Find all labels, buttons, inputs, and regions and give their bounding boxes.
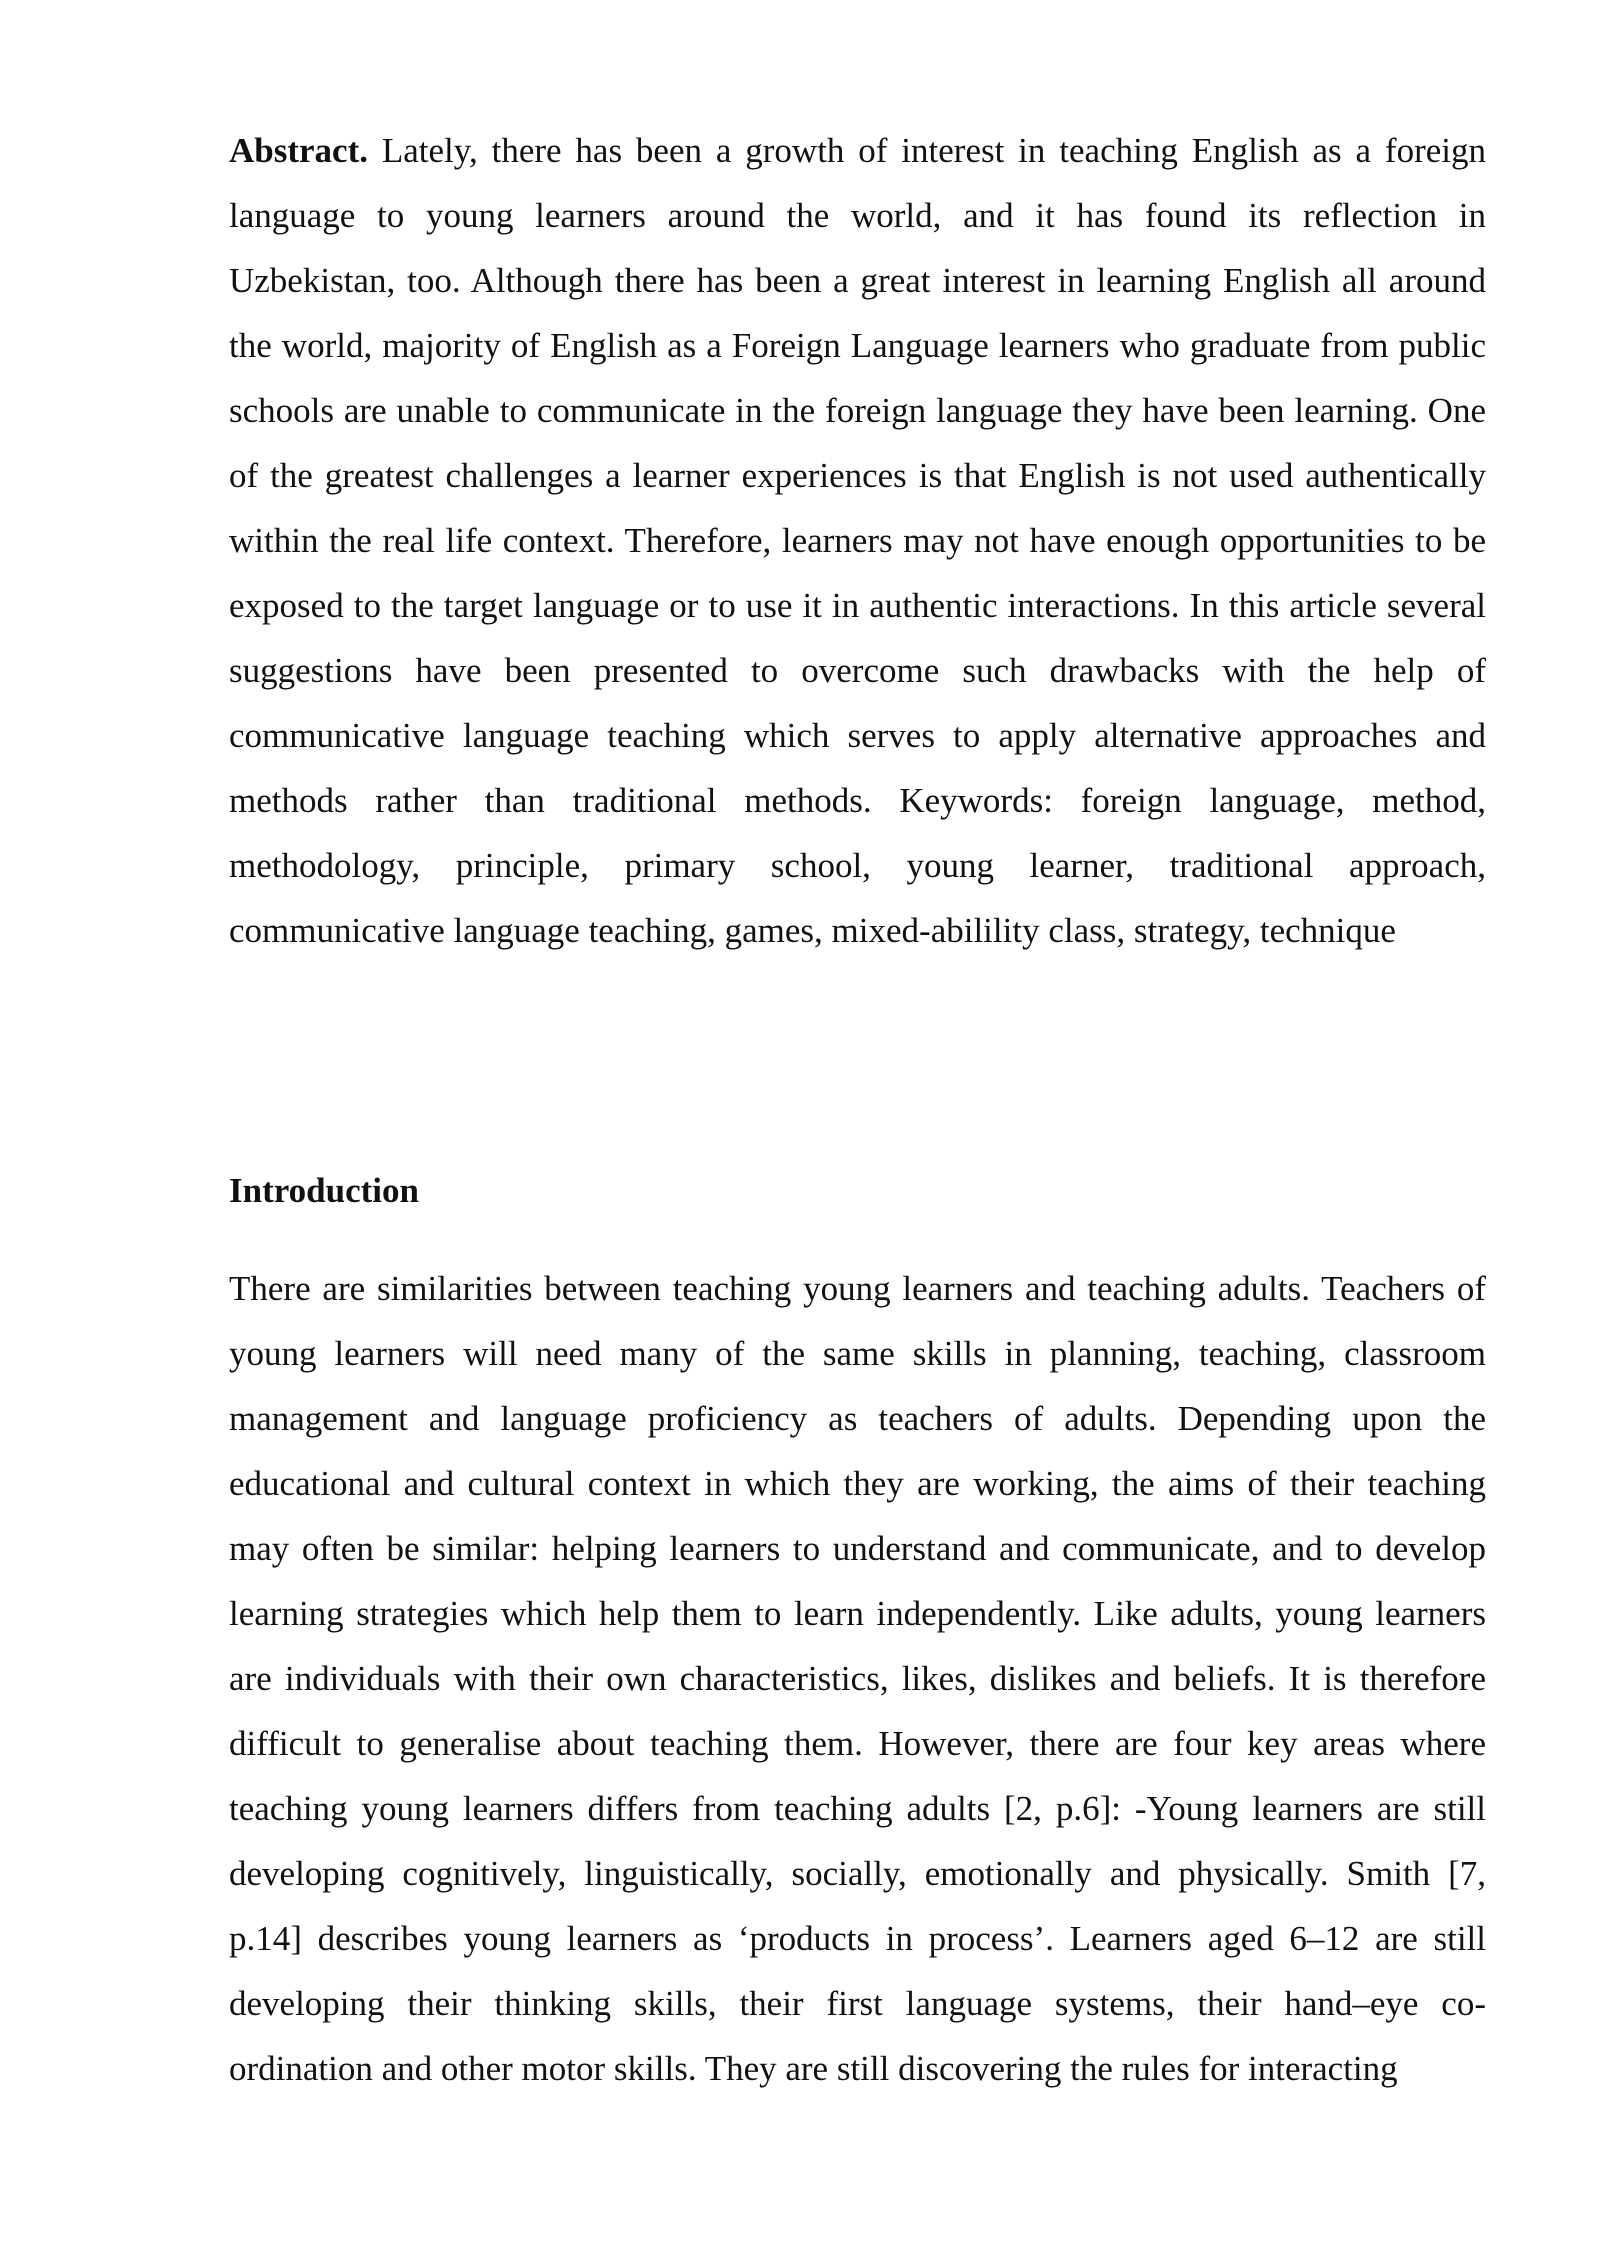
- introduction-heading: Introduction: [229, 1171, 419, 1210]
- abstract-paragraph: [229, 118, 1486, 963]
- introduction-paragraph: There are similarities between teaching young learners and teaching adults. Teachers of young learners will need many of the same skills in planning, teaching, classroom management and language proficiency as teachers of adults. Depending upon the educational and cultural context in which they are working, the aims of their teaching may often be similar: helping learners to understand and communicate, and to develop learning strategies which help them to learn independently. Like adults, young learners are individuals with their own characteristics, likes, dislikes and beliefs. It is therefore difficult to generalise about teaching them. However, there are four key areas where teaching young learners differs from teaching adults [2, p.6]: -Young learners are still developing cognitively, linguistically, socially, emotionally and physically. Smith [7, p.14] describes young learners as ‘products in process’. Learners aged 6–12 are still developing their thinking skills, their first language systems, their hand–eye co-ordination and other motor skills. They are still discovering the rules for interacting: [229, 1269, 1486, 2088]
- abstract-text: Lately, there has been a growth of interest in teaching English as a foreign language to young learners around the world, and it has found its reflection in Uzbekistan, too. Although there has been a great interest in learning English all around the world, majority of English as a Foreign Language learners who graduate from public schools are unable to communicate in the foreign language they have been learning. One of the greatest challenges a learner experiences is that English is not used authentically within the real life context. Therefore, learners may not have enough opportunities to be exposed to the target language or to use it in authentic interactions. In this article several suggestions have been presented to overcome such drawbacks with the help of communicative language teaching which serves to apply alternative approaches and methods rather than traditional methods. Keywords: foreign language, method, methodology, principle, primary school, young learner, traditional approach, communicative language teaching, games, mixed-abilility class, strategy, technique: [229, 131, 1486, 950]
- abstract-label: Abstract.: [229, 131, 368, 170]
